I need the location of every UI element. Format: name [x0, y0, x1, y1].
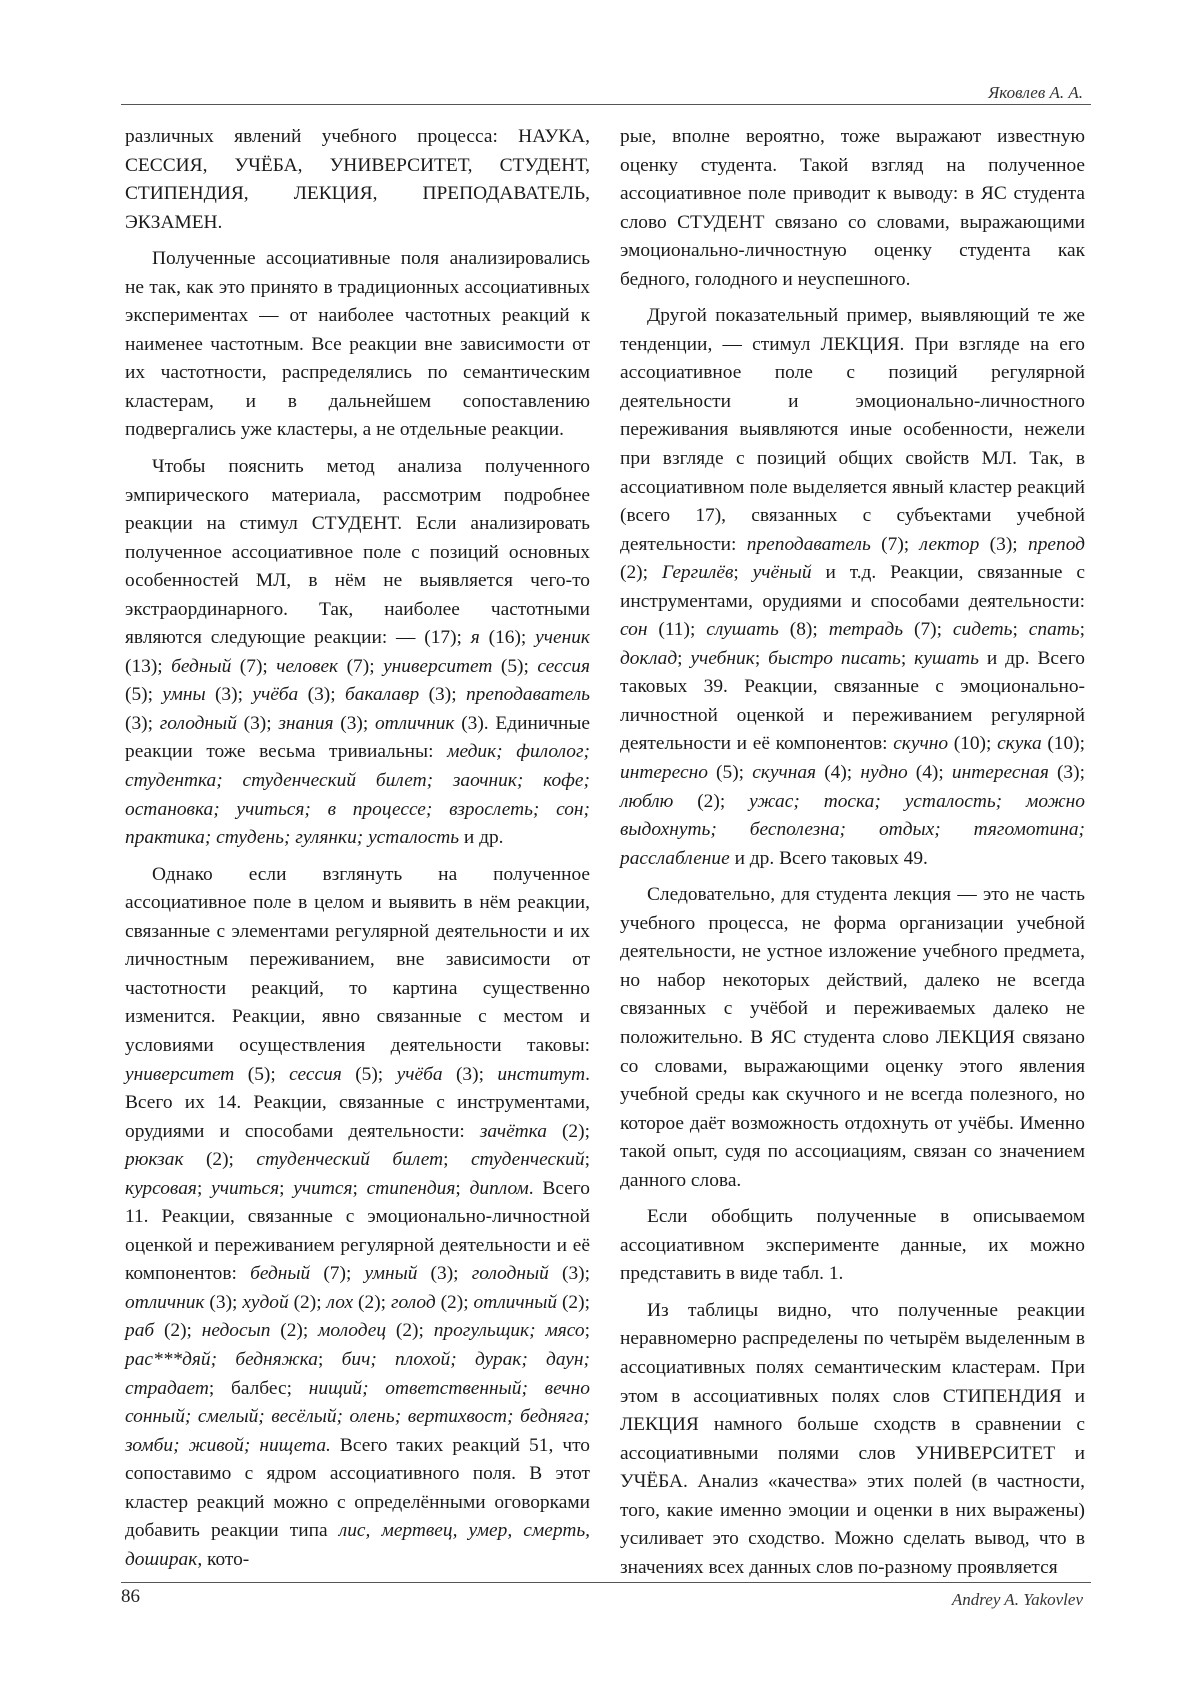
paragraph: Из таблицы видно, что полученные реакции неравномерно распределены по четырём выделенным в ассоциативных полях семантическим кластерам. При этом в ассоциативных полях слов СТИПЕНДИЯ и ЛЕКЦИЯ намного больше сходств в сравнении с ассоциативными полями слов УНИВЕРСИТЕТ и УЧЁБА. Анализ «качества» этих полей (в частности, того, какие именно эмоции и оценки в них выражены) усиливает это сходство. Можно сделать вывод, что в значениях всех данных слов по-разному проявляется: [620, 1299, 1085, 1578]
running-head: Яковлев А. А.: [988, 83, 1083, 102]
paragraph: Однако если взглянуть на полученное ассоциативное поле в целом и выявить в нём реакции, связанные с элементами регулярной деятельности и их личностным переживанием, вне зависимости от частотности реакций, то картина существенно изменится. Реакции, явно связанные с местом и условиями осуществления деятельности таковы: университет (5); сессия (5); учёба (3); институт. Всего их 14. Реакции, связанные с инструментами, орудиями и способами деятельности: зачётка (2); рюкзак (2); студенческий билет; студенческий; курсовая; учиться; учится; стипендия; диплом. Всего 11. Реакции, связанные с эмоционально-личностной оценкой и переживанием регулярной деятельности и её компонентов: бедный (7); умный (3); голодный (3); отличник (3); худой (2); лох (2); голод (2); отличный (2); раб (2); недосып (2); молодец (2); прогульщик; мясо; рас***дяй; бедняжка; бич; плохой; дурак; даун; страдает; балбес; нищий; ответственный; вечно сонный; смелый; весёлый; олень; вертихвост; бедняга; зомби; живой; нищета. Всего таких реакций 51, что сопоставимо с ядром ассоциативного поля. В этот кластер реакций можно с определёнными оговорками добавить реакции типа лис, мертвец, умер, смерть, доширак, кото-: [125, 863, 590, 1570]
paragraph: Другой показательный пример, выявляющий те же тенденции, — стимул ЛЕКЦИЯ. При взгляде на его ассоциативное поле с позиций регулярной деятельности и эмоционально-личностного переживания выявляются иные особенности, нежели при взгляде с позиций общих свойств МЛ. Так, в ассоциативном поле выделяется явный кластер реакций (всего 17), связанных с субъектами учебной деятельности: преподаватель (7); лектор (3); препод (2); Гергилёв; учёный и т.д. Реакции, связанные с инструментами, орудиями и способами деятельности: сон (11); слушать (8); тетрадь (7); сидеть; спать; доклад; учебник; быстро писать; кушать и др. Всего таковых 39. Реакции, связанные с эмоционально-личностной оценкой и переживанием регулярной деятельности и её компонентов: скучно (10); скука (10); интересно (5); скучная (4); нудно (4); интересная (3); люблю (2); ужас; тоска; усталость; можно выдохнуть; бесполезна; отдых; тягомотина; расслабление и др. Всего таковых 49.: [620, 305, 1086, 869]
right-column: [620, 123, 1085, 1590]
header-rule: [121, 104, 1091, 105]
paragraph: Если обобщить полученные в описываемом ассоциативном эксперименте данные, их можно представить в виде табл. 1.: [620, 1206, 1085, 1285]
running-foot: Andrey A. Yakovlev: [951, 1590, 1083, 1609]
page-number: 86: [121, 1586, 140, 1607]
paragraph: рые, вполне вероятно, тоже выражают известную оценку студента. Такой взгляд на полученное ассоциативное поле приводит к выводу: в ЯС студента слово СТУДЕНТ связано со словами, выражающими эмоционально-личностную оценку студента как бедного, голодного и неуспешного.: [620, 126, 1085, 290]
paragraph: Чтобы пояснить метод анализа полученного эмпирического материала, рассмотрим подробнее реакции на стимул СТУДЕНТ. Если анализировать полученное ассоциативное поле с позиций основных особенностей МЛ, в нём не выявляется чего-то экстраординарного. Так, наиболее частотными являются следующие реакции: — (17); я (16); ученик (13); бедный (7); человек (7); университет (5); сессия (5); умны (3); учёба (3); бакалавр (3); преподаватель (3); голодный (3); знания (3); отличник (3). Единичные реакции тоже весьма тривиальны: медик; филолог; студентка; студенческий билет; заочник; кофе; остановка; учиться; в процессе; взрослеть; сон; практика; студень; гулянки; усталость и др.: [125, 456, 590, 849]
footer-rule: [121, 1582, 1091, 1583]
left-column: [125, 123, 590, 1582]
paragraph: Следовательно, для студента лекция — это не часть учебного процесса, не форма организации учебной деятельности, не устное изложение учебного предмета, но набор некоторых действий, далеко не всегда связанных с учёбой и переживаемых далеко не положительно. В ЯС студента слово ЛЕКЦИЯ связано со словами, выражающими оценку этого явления учебной среды как скучного и не всегда полезного, но которое даёт возможность отдохнуть от учёбы. Именно такой опыт, судя по ассоциациям, связан со значением данного слова.: [620, 884, 1085, 1191]
paragraph: Полученные ассоциативные поля анализировались не так, как это принято в традиционных ассоциативных экспериментах — от наиболее частотных реакций к наименее частотным. Все реакции вне зависимости от их частотности, распределялись по семантическим кластерам, и в дальнейшем сопоставлению подвергались уже кластеры, а не отдельные реакции.: [125, 248, 590, 441]
paragraph: различных явлений учебного процесса: НАУКА, СЕССИЯ, УЧЁБА, УНИВЕРСИТЕТ, СТУДЕНТ, СТИПЕНДИЯ, ЛЕКЦИЯ, ПРЕПОДАВАТЕЛЬ, ЭКЗАМЕН.: [125, 126, 590, 233]
